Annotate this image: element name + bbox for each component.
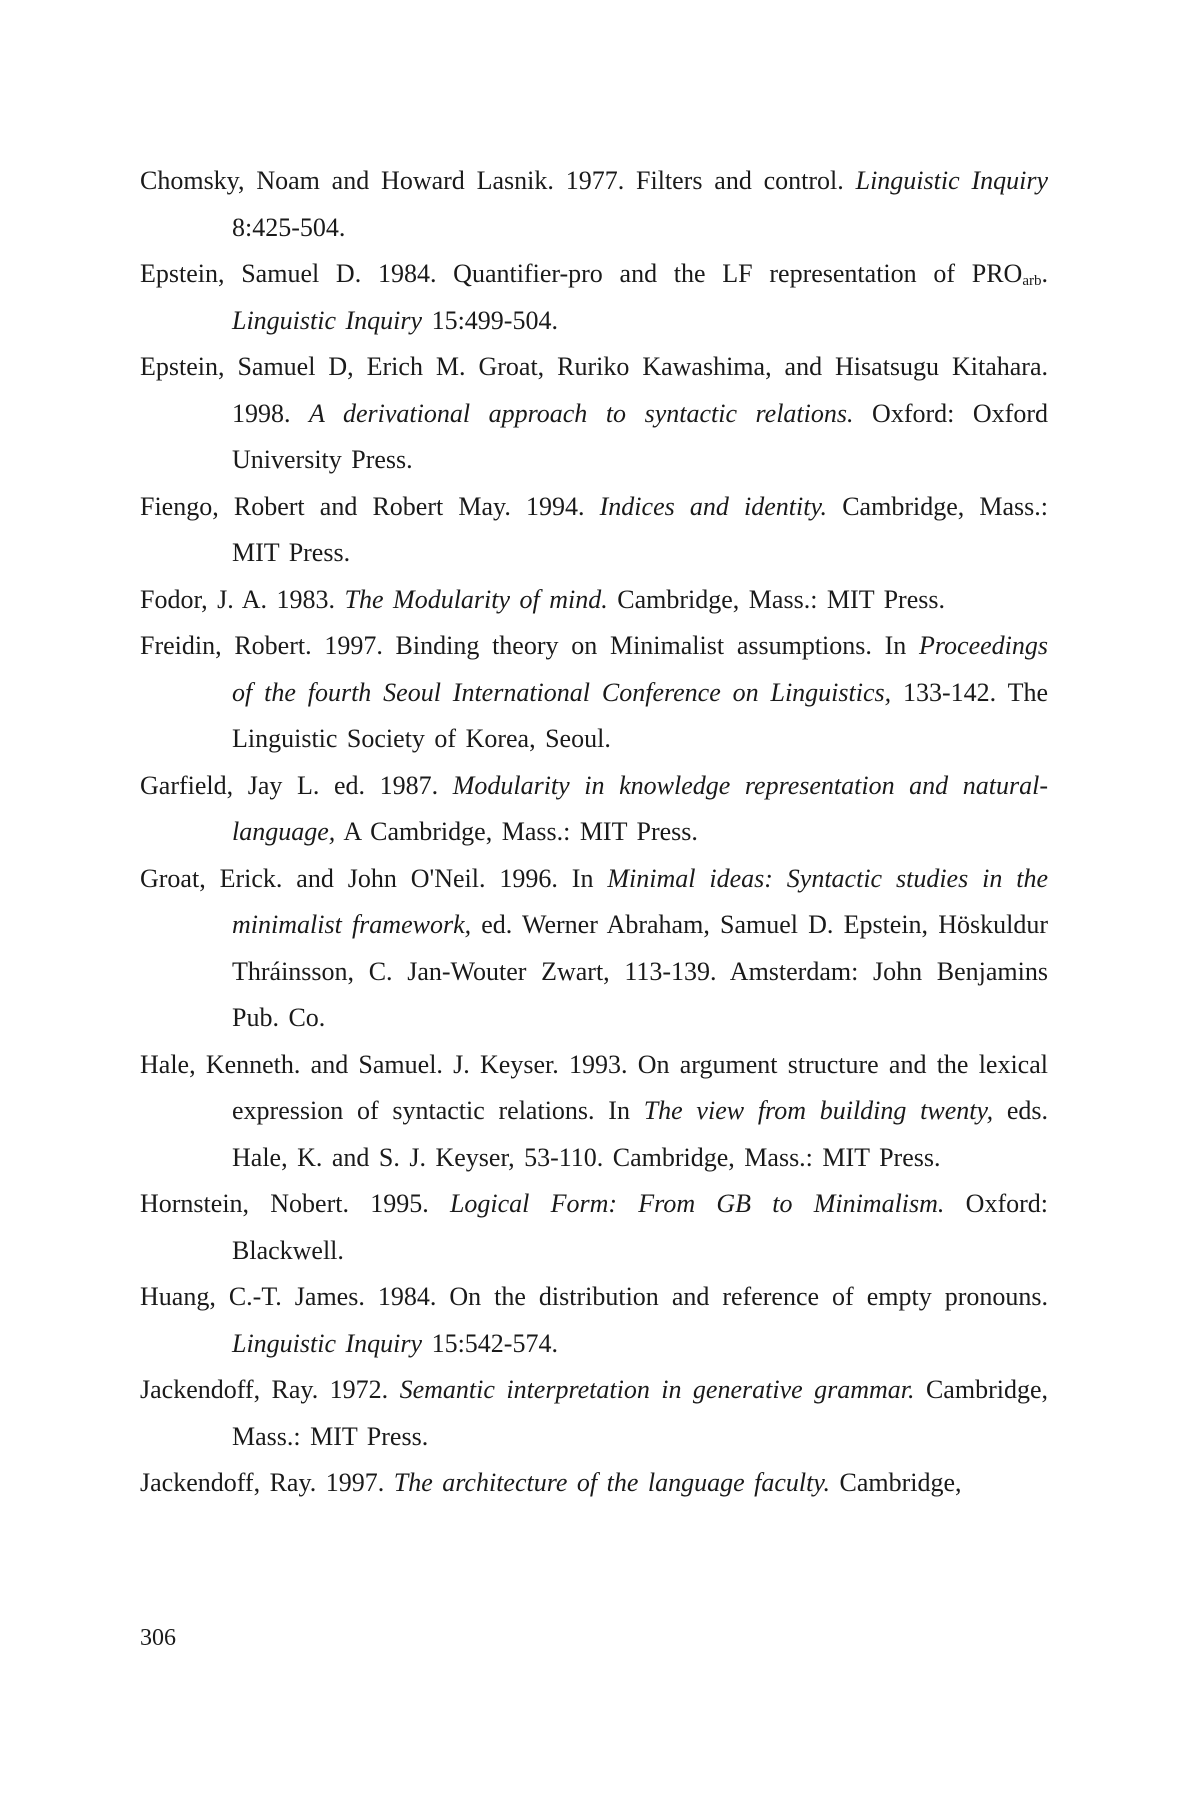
reference-text: A Cambridge, Mass.: MIT Press. <box>335 817 698 846</box>
reference-text: Oxford: Oxford University Press. <box>232 398 1048 474</box>
reference-entry <box>140 577 1048 624</box>
reference-entry <box>140 1460 1048 1507</box>
reference-text: Huang, C.-T. James. 1984. On the distribution and reference of empty pronouns. <box>140 1282 1048 1311</box>
reference-title: Linguistic Inquiry <box>855 166 1048 195</box>
reference-entry <box>140 484 1048 577</box>
reference-text: 15:542-574. <box>422 1328 558 1358</box>
reference-text: Jackendoff, Ray. 1972. <box>140 1375 400 1404</box>
reference-text: Garfield, Jay L. ed. 1987. <box>140 770 453 800</box>
reference-title: Proceedings of the fourth Seoul International Conference on Linguistics, <box>232 631 1048 707</box>
reference-text: Hornstein, Nobert. 1995. <box>140 1189 450 1218</box>
reference-title: Linguistic Inquiry <box>232 305 423 335</box>
reference-entry <box>140 1042 1048 1182</box>
reference-text: . <box>1041 259 1048 288</box>
reference-text: ed. Werner Abraham, Samuel D. Epstein, Höskuldur Thráinsson, C. Jan-Wouter Zwart, 113-139. Amsterdam: John Benjamins Pub. Co. <box>232 910 1048 1032</box>
reference-entry <box>140 1181 1048 1274</box>
reference-entry <box>140 251 1048 344</box>
reference-text: Cambridge, Mass.: MIT Press. <box>607 584 945 614</box>
reference-title: Minimal ideas: Syntactic studies in the minimalist framework, <box>232 863 1048 939</box>
reference-text: 15:499-504. <box>422 305 558 335</box>
reference-title: Logical Form: From GB to Minimalism. <box>449 1189 945 1218</box>
reference-entry <box>140 623 1048 763</box>
reference-text: Oxford: Blackwell. <box>232 1189 1048 1265</box>
reference-text: Epstein, Samuel D, Erich M. Groat, Ruriko Kawashima, and Hisatsugu Kitahara. 1998. <box>140 352 1048 428</box>
reference-title: Indices and identity. <box>599 491 828 521</box>
reference-text: Epstein, Samuel D. 1984. Quantifier-pro and the LF representation of PRO <box>140 259 1023 288</box>
reference-entry <box>140 763 1048 856</box>
reference-entry <box>140 158 1048 251</box>
reference-title: Linguistic Inquiry <box>232 1328 423 1358</box>
reference-text: Chomsky, Noam and Howard Lasnik. 1977. Filters and control. <box>140 166 856 195</box>
reference-text: Fiengo, Robert and Robert May. 1994. <box>140 491 600 521</box>
reference-text: Freidin, Robert. 1997. Binding theory on Minimalist assumptions. In <box>140 631 919 660</box>
reference-text: eds. Hale, K. and S. J. Keyser, 53-110. Cambridge, Mass.: MIT Press. <box>232 1096 1048 1172</box>
reference-text: Hale, Kenneth. and Samuel. J. Keyser. 1993. On argument structure and the lexical expression of syntactic relations. In <box>140 1049 1048 1125</box>
reference-text: Cambridge, <box>830 1468 962 1497</box>
reference-text: 8:425-504. <box>232 212 346 242</box>
reference-text: Jackendoff, Ray. 1997. <box>140 1468 394 1497</box>
reference-text: Cambridge, Mass.: MIT Press. <box>232 1375 1048 1451</box>
reference-title: Semantic interpretation in generative grammar. <box>399 1375 915 1404</box>
reference-text: 133-142. The Linguistic Society of Korea, Seoul. <box>232 677 1048 753</box>
reference-title: A derivational approach to syntactic relations. <box>309 398 854 428</box>
reference-entry <box>140 344 1048 484</box>
reference-title: Modularity in knowledge representation and natural-language, <box>232 770 1048 846</box>
reference-entry <box>140 1274 1048 1367</box>
reference-entry <box>140 856 1048 1042</box>
reference-entry <box>140 1367 1048 1460</box>
reference-list <box>140 158 1048 1507</box>
page-number: 306 <box>140 1625 176 1651</box>
reference-text: Groat, Erick. and John O'Neil. 1996. In <box>140 863 608 893</box>
reference-text: arb <box>1022 273 1042 289</box>
reference-title: The architecture of the language faculty. <box>393 1468 830 1497</box>
reference-text: Fodor, J. A. 1983. <box>140 584 345 614</box>
reference-title: The Modularity of mind. <box>344 584 608 614</box>
reference-title: The view from building twenty, <box>643 1096 994 1125</box>
reference-text: Cambridge, Mass.: MIT Press. <box>232 491 1048 567</box>
